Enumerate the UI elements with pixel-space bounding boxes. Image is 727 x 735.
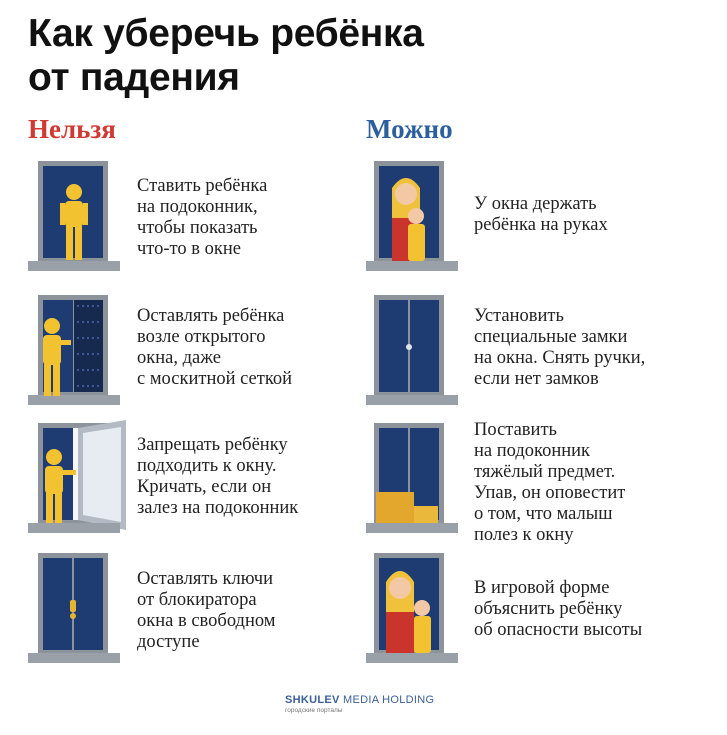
title-line-1: Как уберечь ребёнка bbox=[28, 12, 424, 55]
allowed-item-1-text: У окна держать ребёнка на руках bbox=[474, 194, 608, 235]
forbidden-item-2 bbox=[28, 292, 358, 407]
forbidden-item-1 bbox=[28, 158, 358, 273]
forbidden-item-4-text: Оставлять ключи от блокиратора окна в свободном доступе bbox=[137, 569, 276, 652]
allowed-item-1 bbox=[366, 158, 706, 276]
allowed-heading: Можно bbox=[366, 114, 453, 144]
allowed-item-4 bbox=[366, 550, 706, 668]
forbidden-item-3 bbox=[28, 420, 358, 538]
locked-window-illustration bbox=[366, 292, 461, 407]
window-with-lock-key-illustration bbox=[28, 550, 123, 668]
forbidden-item-4 bbox=[28, 550, 358, 668]
page-title bbox=[28, 12, 424, 100]
adult-explaining-to-child-illustration bbox=[366, 550, 461, 668]
allowed-item-2 bbox=[366, 292, 706, 407]
forbidden-item-1-text: Ставить ребёнка на подоконник, чтобы показать что-то в окне bbox=[137, 176, 268, 259]
allowed-item-4-text: В игровой форме объяснить ребёнку об опасности высоты bbox=[474, 578, 643, 640]
heavy-object-on-sill-illustration bbox=[366, 420, 461, 538]
brand-name bbox=[285, 694, 445, 706]
forbidden-item-2-text: Оставлять ребёнка возле открытого окна, даже с москитной сеткой bbox=[137, 306, 293, 389]
forbidden-heading: Нельзя bbox=[28, 114, 116, 144]
adult-holding-child-illustration bbox=[366, 158, 461, 276]
child-and-open-sash-illustration bbox=[28, 420, 128, 538]
allowed-item-3 bbox=[366, 420, 706, 550]
brand-subtitle: городские порталы bbox=[285, 707, 343, 714]
brand-rest: MEDIA HOLDING bbox=[339, 694, 435, 706]
child-on-windowsill-illustration bbox=[28, 158, 123, 273]
forbidden-item-3-text: Запрещать ребёнку подходить к окну. Кричать, если он залез на подоконник bbox=[137, 435, 299, 518]
allowed-item-2-text: Установить специальные замки на окна. Снять ручки, если нет замков bbox=[474, 306, 646, 389]
allowed-item-3-text: Поставить на подоконник тяжёлый предмет. Упав, он оповестит о том, что малыш полез к окну bbox=[474, 420, 626, 545]
title-line-2: от падения bbox=[28, 56, 240, 99]
brand-bold: SHKULEV bbox=[285, 694, 340, 706]
child-near-open-window-illustration bbox=[28, 292, 123, 407]
footer-logo bbox=[285, 694, 445, 714]
